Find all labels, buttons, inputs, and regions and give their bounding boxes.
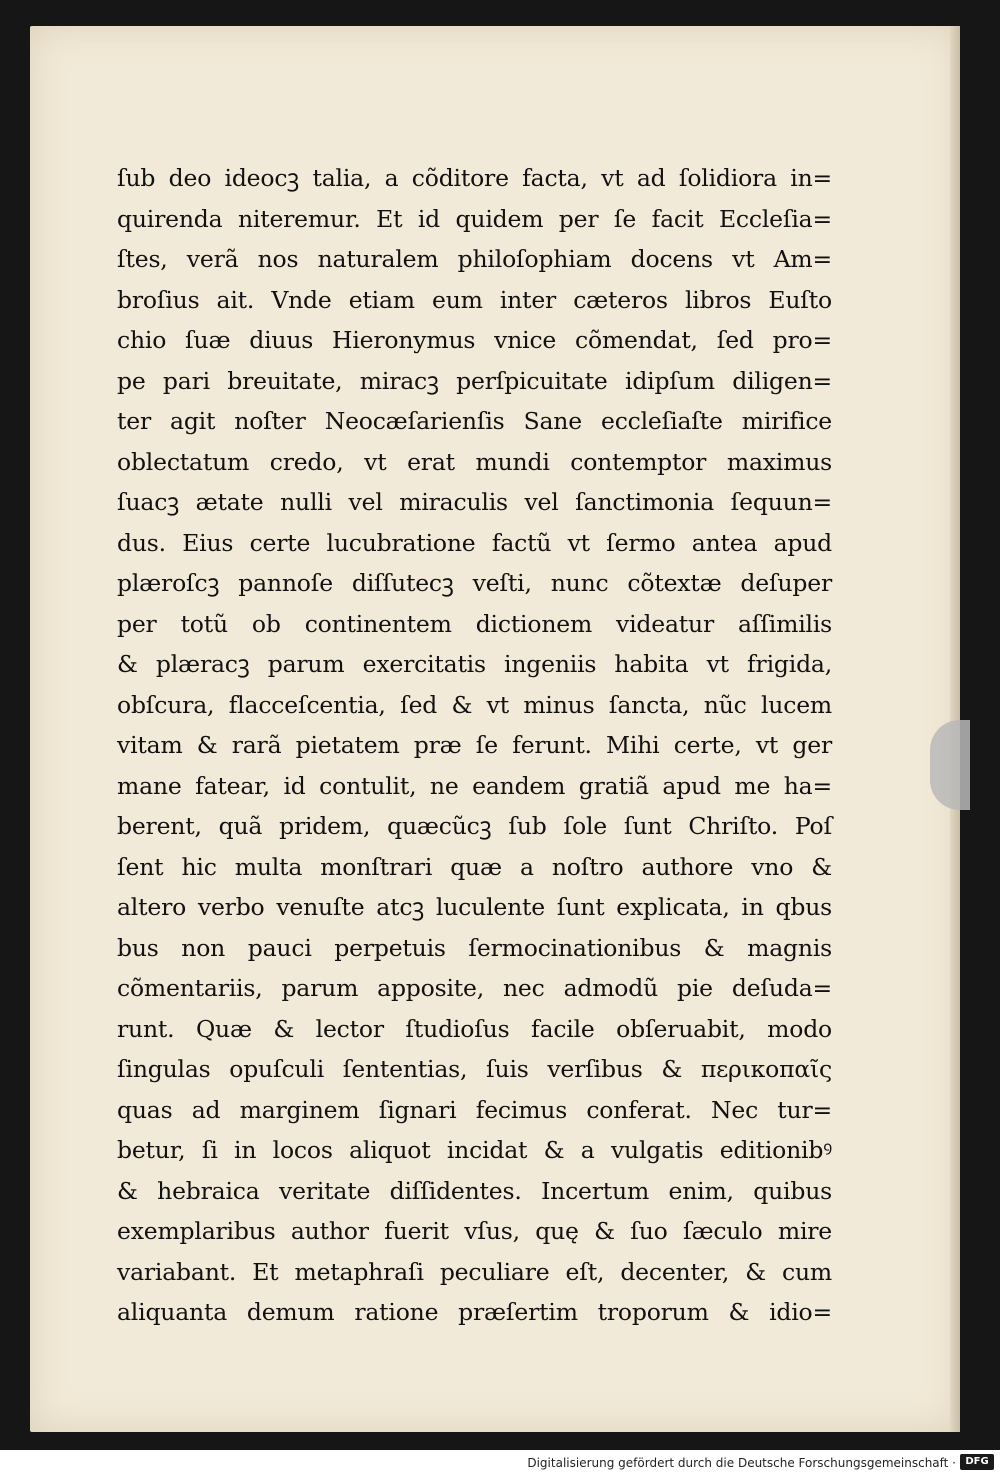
- text-line: variabant. Et metaphraſi peculiare eſt, decenter, & cum: [117, 1257, 832, 1286]
- text-line: chio ſuæ diuus Hieronymus vnice cõmendat, ſed pro=: [117, 326, 832, 354]
- adjacent-page-tab: [930, 720, 970, 810]
- text-line: pe pari breuitate, miracꝫ perſpicuitate idipſum diligen=: [117, 366, 832, 395]
- text-line: betur, ſi in locos aliquot incidat & a vulgatis editionibꝰ: [117, 1136, 832, 1164]
- text-line: quirenda niteremur. Et id quidem per ſe facit Eccleſia=: [117, 204, 832, 233]
- text-line: quas ad marginem ſignari fecimus conferat. Nec tur=: [117, 1095, 832, 1124]
- funding-credit: Digitalisierung gefördert durch die Deutsche Forschungsgemeinschaft ·: [527, 1456, 956, 1470]
- text-line: obſcura, flacceſcentia, ſed & vt minus ſancta, nũc lucem: [117, 690, 832, 719]
- book-page: [30, 26, 960, 1432]
- text-line: mane fatear, id contulit, ne eandem gratiã apud me ha=: [117, 771, 832, 800]
- text-line: & hebraica veritate diſſidentes. Incertum enim, quibus: [117, 1176, 832, 1205]
- text-line: vitam & rarã pietatem præ ſe ferunt. Mihi certe, vt ger: [117, 731, 832, 759]
- text-line: ſub deo ideocꝫ talia, a cõditore facta, vt ad ſolidiora in=: [117, 164, 832, 192]
- text-line: exemplaribus author fuerit vſus, quę & ſuo ſæculo mire: [117, 1217, 832, 1245]
- text-line: altero verbo venuſte atcꝫ luculente ſunt explicata, in qbus: [117, 893, 832, 921]
- text-line: oblectatum credo, vt erat mundi contemptor maximus: [117, 447, 832, 476]
- text-line: per totũ ob continentem dictionem videatur aſſimilis: [117, 609, 832, 638]
- text-line: ſent hic multa monſtrari quæ a noſtro authore vno &: [117, 852, 832, 881]
- text-line: runt. Quæ & lector ſtudioſus facile obſeruabit, modo: [117, 1014, 832, 1043]
- text-line: ſtes, verã nos naturalem philoſophiam docens vt Am=: [117, 245, 832, 273]
- text-line: aliquanta demum ratione præſertim troporum & idio=: [117, 1298, 832, 1326]
- footer-bar: [0, 1450, 1000, 1474]
- text-line: & plæracꝫ parum exercitatis ingeniis habita vt frigida,: [117, 650, 832, 678]
- text-line: cõmentariis, parum apposite, nec admodũ pie deſuda=: [117, 974, 832, 1002]
- text-line: plæroſcꝫ pannoſe diſſutecꝫ veſti, nunc cõtextæ deſuper: [117, 569, 832, 597]
- text-line: ter agit noſter Neocæſarienſis Sane eccleſiaſte mirifice: [117, 407, 832, 435]
- text-line: berent, quã pridem, quæcũcꝫ ſub ſole ſunt Chriſto. Poſ: [117, 812, 832, 840]
- text-line: broſius ait. Vnde etiam eum inter cæteros libros Euſto: [117, 285, 832, 314]
- text-line: ſuacꝫ ætate nulli vel miraculis vel ſanctimonia ſequun=: [117, 488, 832, 516]
- text-line: bus non pauci perpetuis ſermocinationibus & magnis: [117, 933, 832, 962]
- text-line: ſingulas opuſculi ſententias, ſuis verſibus & περικοπαῖς: [117, 1055, 832, 1083]
- dfg-logo: DFG: [960, 1454, 994, 1470]
- body-text: [117, 158, 832, 1333]
- text-line: dus. Eius certe lucubratione factũ vt ſermo antea apud: [117, 528, 832, 557]
